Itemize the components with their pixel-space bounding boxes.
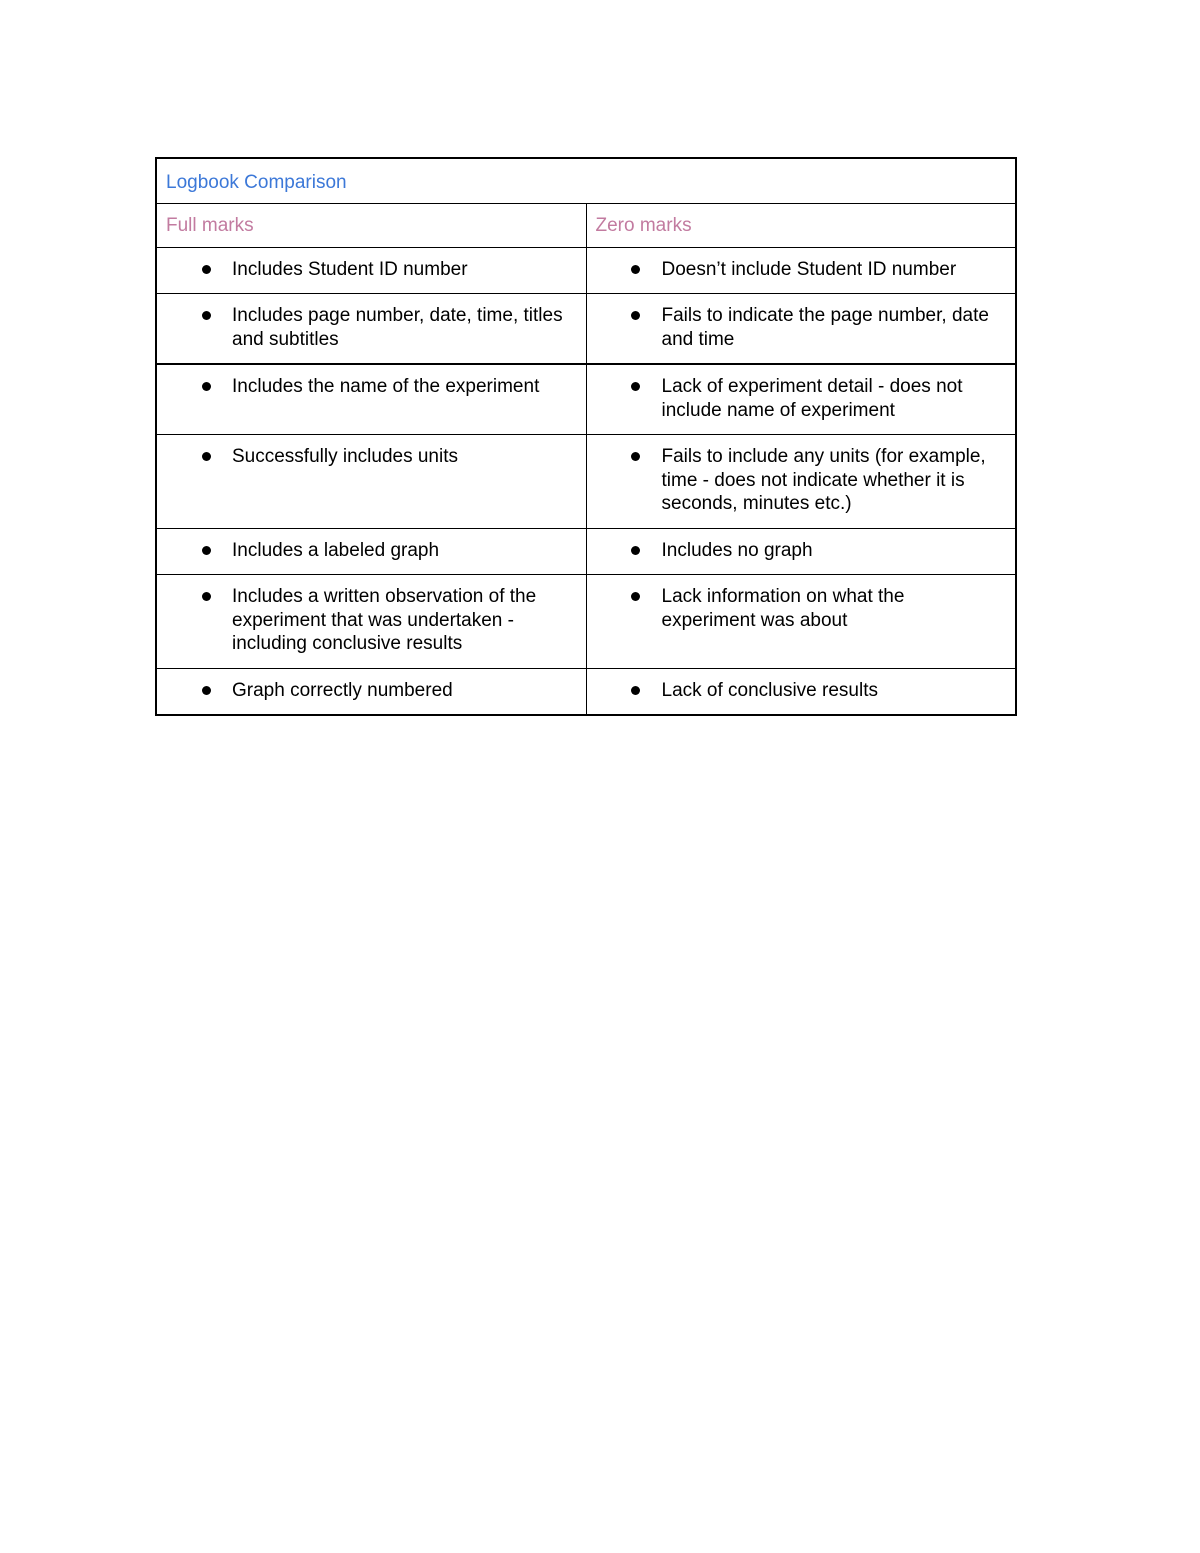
bullet-icon [201,304,211,328]
full-marks-cell [156,247,586,294]
table-row [156,668,1016,715]
criterion-text: Includes a labeled graph [232,539,440,561]
full-marks-cell [156,668,586,715]
criterion-text: Lack information on what the experiment was about [661,586,905,631]
table-title-row [156,158,1016,203]
criterion-text: Includes no graph [661,539,813,561]
full-marks-cell [156,575,586,669]
list-item [587,575,1016,644]
bullet-icon [201,445,211,469]
table-row [156,294,1016,365]
zero-marks-cell [586,668,1016,715]
full-marks-cell [156,364,586,435]
table-row [156,247,1016,294]
bullet-icon [201,375,211,399]
criterion-text: Fails to include any units (for example, time - does not indicate whether it is seconds, minutes etc.) [661,446,986,514]
list-item [587,248,1016,294]
criterion-text: Graph correctly numbered [232,679,453,701]
list-item [587,435,1016,528]
bullet-icon [631,679,641,703]
bullet-icon [201,585,211,609]
zero-marks-cell [586,364,1016,435]
list-item [157,365,586,411]
criterion-text: Includes a written observation of the experiment that was undertaken - including conclusive results [232,586,537,654]
list-item [157,294,586,363]
bullet-icon [201,258,211,282]
table-row [156,435,1016,529]
criterion-text: Lack of conclusive results [661,679,878,701]
table-row [156,364,1016,435]
criterion-text: Includes Student ID number [232,258,468,280]
list-item [157,529,586,575]
column-header-zero-marks: Zero marks [586,203,1016,247]
zero-marks-cell [586,435,1016,529]
table-title: Logbook Comparison [156,158,1016,203]
zero-marks-cell [586,528,1016,575]
list-item [157,435,586,481]
bullet-icon [201,679,211,703]
table-row [156,575,1016,669]
list-item [587,669,1016,715]
zero-marks-cell [586,575,1016,669]
bullet-icon [631,539,641,563]
column-header-full-marks: Full marks [156,203,586,247]
bullet-icon [631,445,641,469]
list-item [157,248,586,294]
zero-marks-cell [586,294,1016,365]
full-marks-cell [156,528,586,575]
table-header-row [156,203,1016,247]
bullet-icon [201,539,211,563]
bullet-icon [631,304,641,328]
criterion-text: Includes page number, date, time, titles and subtitles [232,305,563,350]
criterion-text: Doesn’t include Student ID number [661,258,957,280]
full-marks-cell [156,294,586,365]
bullet-icon [631,585,641,609]
full-marks-cell [156,435,586,529]
list-item [587,294,1016,363]
bullet-icon [631,258,641,282]
list-item [587,365,1016,434]
criterion-text: Successfully includes units [232,446,458,467]
list-item [157,669,586,715]
table-row [156,528,1016,575]
logbook-comparison-table [155,157,1017,716]
list-item [587,529,1016,575]
bullet-icon [631,375,641,399]
zero-marks-cell [586,247,1016,294]
criterion-text: Includes the name of the experiment [232,376,540,397]
criterion-text: Fails to indicate the page number, date and time [661,305,989,350]
criterion-text: Lack of experiment detail - does not include name of experiment [661,376,963,421]
list-item [157,575,586,668]
